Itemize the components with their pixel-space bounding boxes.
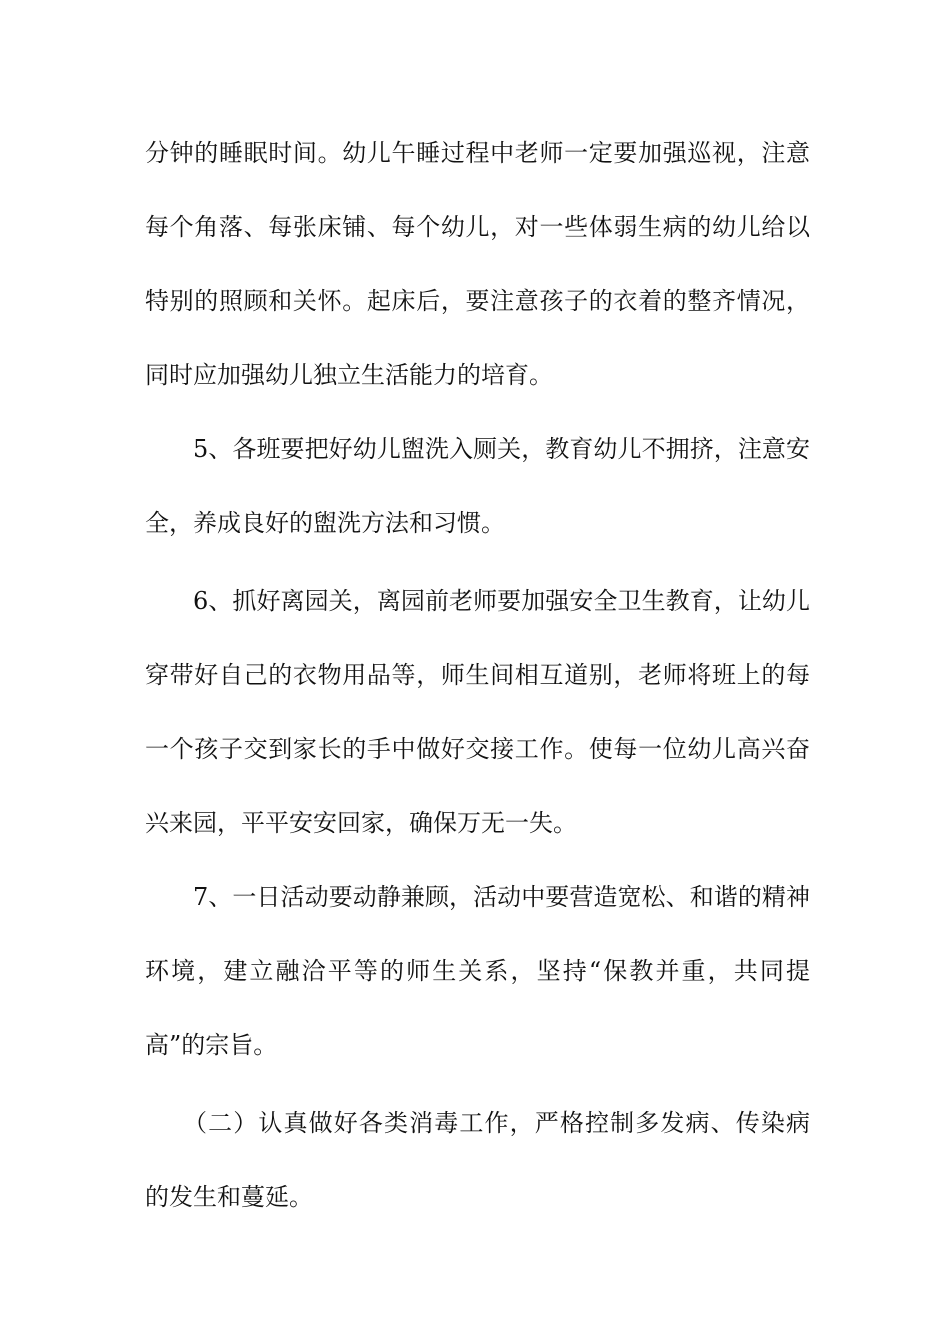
paragraph-line: 7、一日活动要动静兼顾，活动中要营造宽松、和谐的精神 (193, 883, 810, 911)
paragraph-line: 穿带好自己的衣物用品等，师生间相互道别，老师将班上的每 (145, 661, 810, 689)
paragraph-line: 5、各班要把好幼儿盥洗入厕关，教育幼儿不拥挤，注意安 (193, 435, 810, 463)
paragraph-line: 分钟的睡眠时间。幼儿午睡过程中老师一定要加强巡视，注意 (145, 139, 810, 167)
section-heading-line: 的发生和蔓延。 (145, 1183, 313, 1211)
paragraph-line: 每个角落、每张床铺、每个幼儿，对一些体弱生病的幼儿给以 (145, 213, 810, 241)
section-heading-line: （二）认真做好各类消毒工作，严格控制多发病、传染病 (183, 1109, 810, 1137)
paragraph-line: 高”的宗旨。 (145, 1031, 278, 1059)
paragraph-line: 环境，建立融洽平等的师生关系，坚持“保教并重，共同提 (145, 957, 810, 985)
paragraph-line: 全，养成良好的盥洗方法和习惯。 (145, 509, 505, 537)
paragraph-line: 特别的照顾和关怀。起床后，要注意孩子的衣着的整齐情况， (145, 287, 810, 315)
paragraph-line: 同时应加强幼儿独立生活能力的培育。 (145, 361, 553, 389)
paragraph-line: 6、抓好离园关，离园前老师要加强安全卫生教育，让幼儿 (193, 587, 810, 615)
paragraph-line: 兴来园，平平安安回家，确保万无一失。 (145, 809, 577, 837)
paragraph-line: 一个孩子交到家长的手中做好交接工作。使每一位幼儿高兴奋 (145, 735, 810, 763)
